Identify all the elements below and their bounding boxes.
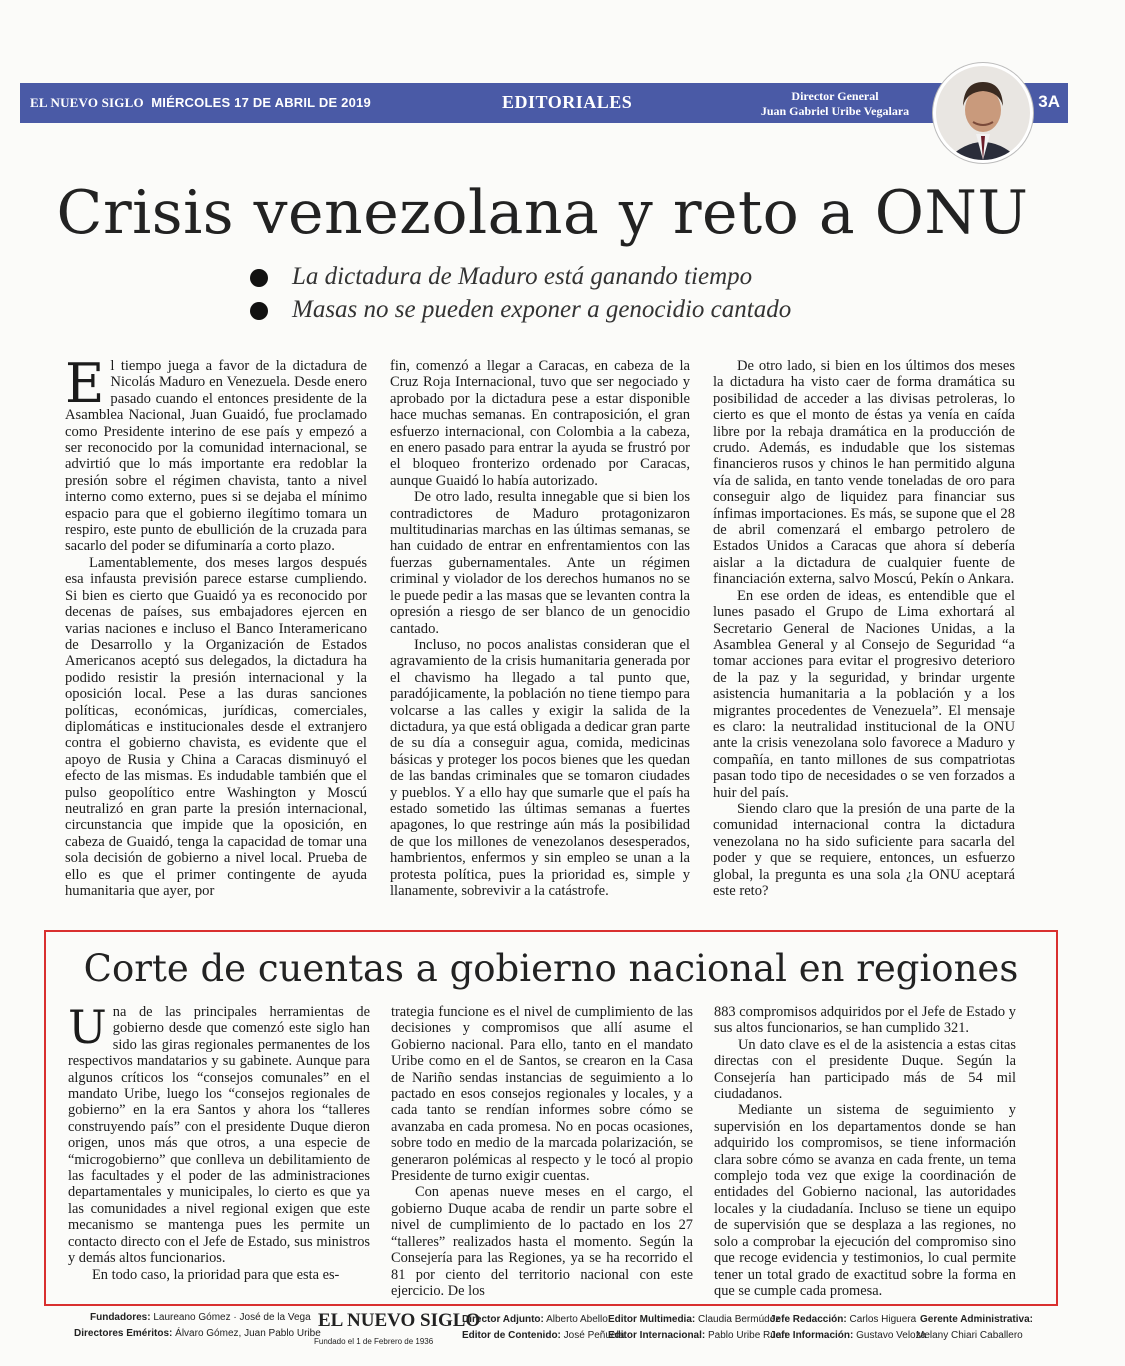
founders-credit [90, 1312, 311, 1323]
paragraph: Con apenas nueve meses en el cargo, el gobierno Duque acaba de rendir un parte sobre el nivel de cumplimiento de lo pactado en los 27 “talleres” realizados hasta el momento. Según la Consejería para las Regiones, ya se ha recorrido el 81 por ciento del territorio nacional con este ejercicio. De los [391, 1184, 693, 1299]
paragraph: Siendo claro que la presión de una parte de la comunidad internacional contra la dictadura venezolana no ha sido suficiente para sacarla del poder y que se requiere, entonces, un esfuerzo global, la pregunta es una sola ¿la ONU aceptará este reto? [713, 800, 1015, 899]
page-header-bar [20, 83, 1068, 123]
redaccion-name: Carlos Higuera [849, 1314, 917, 1325]
founders-label: Fundadores: [90, 1312, 151, 1323]
paragraph: fin, comenzó a llegar a Caracas, en cabeza de la Cruz Roja Internacional, tuvo que ser negociado y aprobado por la dictadura pese a estar disponible hace muchas semanas. En contraposición, el gran esfuerzo internacional, con Colombia a la cabeza, en enero pasado para entrar la ayuda se frustró por el bloqueo fronterizo ordenado por Caracas, aunque Guaidó lo había autorizado. [390, 358, 690, 489]
paragraph: Mediante un sistema de seguimiento y supervisión en los departamentos donde se han adquirido los compromisos, se tiene información clara sobre cómo se avanza en cada frente, un tema complejo toda vez que exige la coordinación de entidades del Gobierno nacional, las autoridades locales y la ciudadanía. Incluso se tiene un equipo de supervisión que se desplaza a las regiones, no solo a comprobar la ejecución del compromiso sino que recoge evidencia y testimonios, lo cual permite tener un total grado de exactitud sobre la forma en que se cumple cada promesa. [714, 1102, 1016, 1299]
gerente-label: Gerente Administrativa: [920, 1314, 1033, 1325]
paragraph [65, 352, 367, 555]
multimedia-name: Claudia Bermúdez [698, 1314, 781, 1325]
paragraph-text: l tiempo juega a favor de la dictadura de Nicolás Maduro en Venezuela. Desde enero pasado cuando el entonces presidente de la Asamblea Nacional, Juan Guaidó, fue proclamado como Presidente interino de ese país y empezó a ser reconocido por la comunidad internacional, se advirtió que lo más importante era redoblar la presión sobre el régimen chavista, tanto a nivel interno como externo, pues si se dejaba el mínimo espacio para que el gobierno ilegítimo tomara un respiro, este punto de ebullición de la cruzada para sacarlo del poder se difuminaría a corto plazo. [65, 358, 367, 555]
informacion-label: Jefe Información: [770, 1330, 854, 1341]
paragraph: En todo caso, la prioridad para que esta es- [92, 1266, 340, 1283]
internacional-label: Editor Internacional: [608, 1330, 706, 1341]
paragraph: trategia funcione es el nivel de cumplimiento de las decisiones y compromisos que allí asume el Gobierno nacional. Para ello, tanto en el mandato Uribe como en el de Santos, se crearon en la Casa de Nariño sendas instancias de seguimiento a lo pactado en esos consejos regionales y locales, y a cada tanto se rendían informes sobre cómo se avanzaba en cada promesa. No en pocas ocasiones, sobre todo en medio de la marcada polarización, se generaron polémicas al respecto y le tocó al propio Presidente de turno exigir cuentas. [391, 1004, 693, 1185]
bullet-icon [250, 302, 268, 320]
gerente-name: Melany Chiari Caballero [916, 1330, 1023, 1341]
paragraph [68, 1000, 370, 1267]
paragraph: 883 compromisos adquiridos por el Jefe de Estado y sus altos funcionarios, se han cumplido 321. [714, 1004, 1016, 1037]
director-role: Director General [791, 89, 879, 103]
editorial-2-column-1 [68, 1000, 370, 1283]
paragraph-text: na de las principales herramientas de gobierno desde que comenzó este siglo han sido las giras regionales permanentes de los respectivos mandatarios y su gabinete. Aunque para algunos críticos los “consejos comunales” en el mandato Uribe, luego los “consejos regionales de gobierno” en la era Santos y ahora los “talleres construyendo país” con el presidente Duque dieron origen, unos más que otros, a una especie de “microgobierno” que conlleva un debilitamiento de las facultades y el poder de las administraciones departamentales y municipales, lo cierto es que ya las comunidades a nivel regional exigen que este mecanismo se mantenga pues les permite un contacto directo con el Jefe de Estado, sus ministros y demás altos funcionarios. [68, 1004, 370, 1267]
editorial-2-box [44, 930, 1058, 1306]
adjunto-label: Director Adjunto: [462, 1314, 544, 1325]
paragraph: De otro lado, resulta innegable que si bien los contradictores de Maduro protagonizaron multitudinarias marchas en las últimas semanas, se han cuidado de entrar en enfrentamientos con las fuerzas gubernamentales. Ante un régimen criminal y violador de los derechos humanos no se le puede pedir a las masas que se levanten contra la opresión a riesgo de ser blanco de un genocidio cantado. [390, 489, 690, 637]
page-number: 3A [1038, 92, 1060, 111]
adjunto-name: Alberto Abello [546, 1314, 608, 1325]
paragraph: En ese orden de ideas, es entendible que el lunes pasado el Grupo de Lima exhortará al Secretario General de Naciones Unidas, a la Asamblea General y al Consejo de Seguridad “a tomar acciones para evitar el progresivo deterioro de la paz y la seguridad, y brindar urgente asistencia humanitaria a la población y a los migrantes procedentes de Venezuela”. El mensaje es claro: la neutralidad institucional de la ONU ante la crisis venezolana solo favorece a Maduro y compañía, en tanto millones de sus compatriotas pasan todo tipo de necesidades o se ven forzados a huir del país. [713, 587, 1015, 801]
contenido-name: José Peñuela [563, 1330, 625, 1341]
editorial-2-column-2 [391, 1004, 693, 1299]
editorial-1-column-1 [65, 352, 367, 899]
informacion-credit [770, 1330, 926, 1341]
gerente-credit [920, 1314, 1033, 1325]
header-brand-date [30, 95, 371, 111]
bullet-icon [250, 269, 268, 287]
drop-cap: U [68, 1000, 107, 1054]
founded-date: Fundado el 1 de Febrero de 1936 [314, 1337, 434, 1346]
masthead-footer [0, 1308, 1125, 1366]
footer-logo: EL NUEVO SIGLO [318, 1310, 481, 1331]
drop-cap: E [65, 352, 105, 415]
subhead-text: La dictadura de Maduro está ganando tiempo [292, 263, 753, 290]
paragraph: Un dato clave es el de la asistencia a estas citas directas con el presidente Duque. Según la Consejería han participado más de 54 mil ciudadanos. [714, 1036, 1016, 1103]
emeritus-names: Álvaro Gómez, Juan Pablo Uribe [175, 1328, 321, 1339]
internacional-credit [608, 1330, 787, 1341]
editorial-1-column-2 [390, 358, 690, 899]
header-date: MIÉRCOLES 17 DE ABRIL DE 2019 [151, 95, 371, 110]
director-credit [725, 89, 945, 119]
section-title: EDITORIALES [502, 92, 633, 112]
redaccion-credit [770, 1314, 916, 1325]
paragraph: De otro lado, si bien en los últimos dos meses la dictadura ha visto caer de forma dramática su posibilidad de acceder a las divisas petroleras, lo cierto es que el monto de éstas ya venía en caída libre por la rebaja dramática en la producción de crudo. Además, es indudable que los sistemas financieros rusos y chinos le han permitido alguna vía de salida, en tanto vende toneladas de oro para conseguir algo de liquidez para financiar sus ínfimas importaciones. Es más, se supone que el 28 de abril comenzará el embargo petrolero de Estados Unidos a Caracas que ahora sí debería aislar a la dictadura de cualquier fuente de financiación externa, salvo Moscú, Pekín o Ankara. [713, 358, 1015, 588]
emeritus-credit [74, 1328, 321, 1339]
director-name: Juan Gabriel Uribe Vegalara [760, 104, 910, 118]
editorial-2-title: Corte de cuentas a gobierno nacional en regiones [83, 947, 1019, 990]
editorial-1-column-3 [713, 358, 1015, 899]
header-brand: EL NUEVO SIGLO [30, 95, 144, 110]
founders-names: Laureano Gómez · José de la Vega [153, 1312, 311, 1323]
portrait-image [936, 66, 1030, 160]
multimedia-label: Editor Multimedia: [608, 1314, 696, 1325]
contenido-label: Editor de Contenido: [462, 1330, 561, 1341]
editorial-2-column-3 [714, 1004, 1016, 1299]
adjunto-credit [462, 1314, 608, 1325]
paragraph: Incluso, no pocos analistas consideran que el agravamiento de la crisis humanitaria generada por el chavismo ha llegado a tal punto que, paradójicamente, la población no tiene tiempo para volcarse a las calles y exigir la salida de la dictadura, ya que está obligada a dedicar gran parte de su día a conseguir agua, comida, medicinas básicas y proteger los pocos bienes que les quedan de las bandas criminales que se tomaron ciudades y pueblos. Y a ello hay que sumarle que el país ha estado sometido las últimas semanas a fuertes apagones, lo que restringe aún más la posibilidad de que los millones de venezolanos desesperados, hambrientos, enfermos y sin empleo se unan a la protesta política, pues la prioridad es, simple y llanamente, sobrevivir a la catástrofe. [390, 636, 690, 899]
emeritus-label: Directores Eméritos: [74, 1328, 173, 1339]
contenido-credit [462, 1330, 624, 1341]
multimedia-credit [608, 1314, 780, 1325]
director-portrait [933, 63, 1033, 163]
internacional-name: Pablo Uribe Ruan [708, 1330, 787, 1341]
subhead-text: Masas no se pueden exponer a genocidio cantado [292, 296, 792, 323]
editorial-1-title: Crisis venezolana y reto a ONU [56, 178, 1029, 248]
redaccion-label: Jefe Redacción: [770, 1314, 847, 1325]
informacion-name: Gustavo Veloza [856, 1330, 927, 1341]
paragraph: Lamentablemente, dos meses largos después esa infausta previsión parece estarse cumpliendo. Si bien es cierto que Guaidó ya es reconocido por decenas de países, sus embajadores ejercen en varias naciones e incluso el Banco Interamericano de Desarrollo y la Organización de Estados Americanos aceptó sus delegados, la dictadura ha podido resistir la presión internacional y la oposición local. Pese a las duras sanciones políticas, económicas, jurídicas, comerciales, diplomáticas e institucionales desde el extranjero contra el gobierno chavista, es evidente que el apoyo de Rusia y China a Caracas disminuyó el efecto de las mismas. Es indudable también que el pulso geopolítico entre Washington y Moscú neutralizó en gran parte la presión internacional, circunstancia que impide que la oposición, en cabeza de Guaidó, tenga la capacidad de tomar una sola decisión de gobierno a nivel local. Prueba de ello es que el primer contingente de ayuda humanitaria que ayer, por [65, 554, 367, 899]
